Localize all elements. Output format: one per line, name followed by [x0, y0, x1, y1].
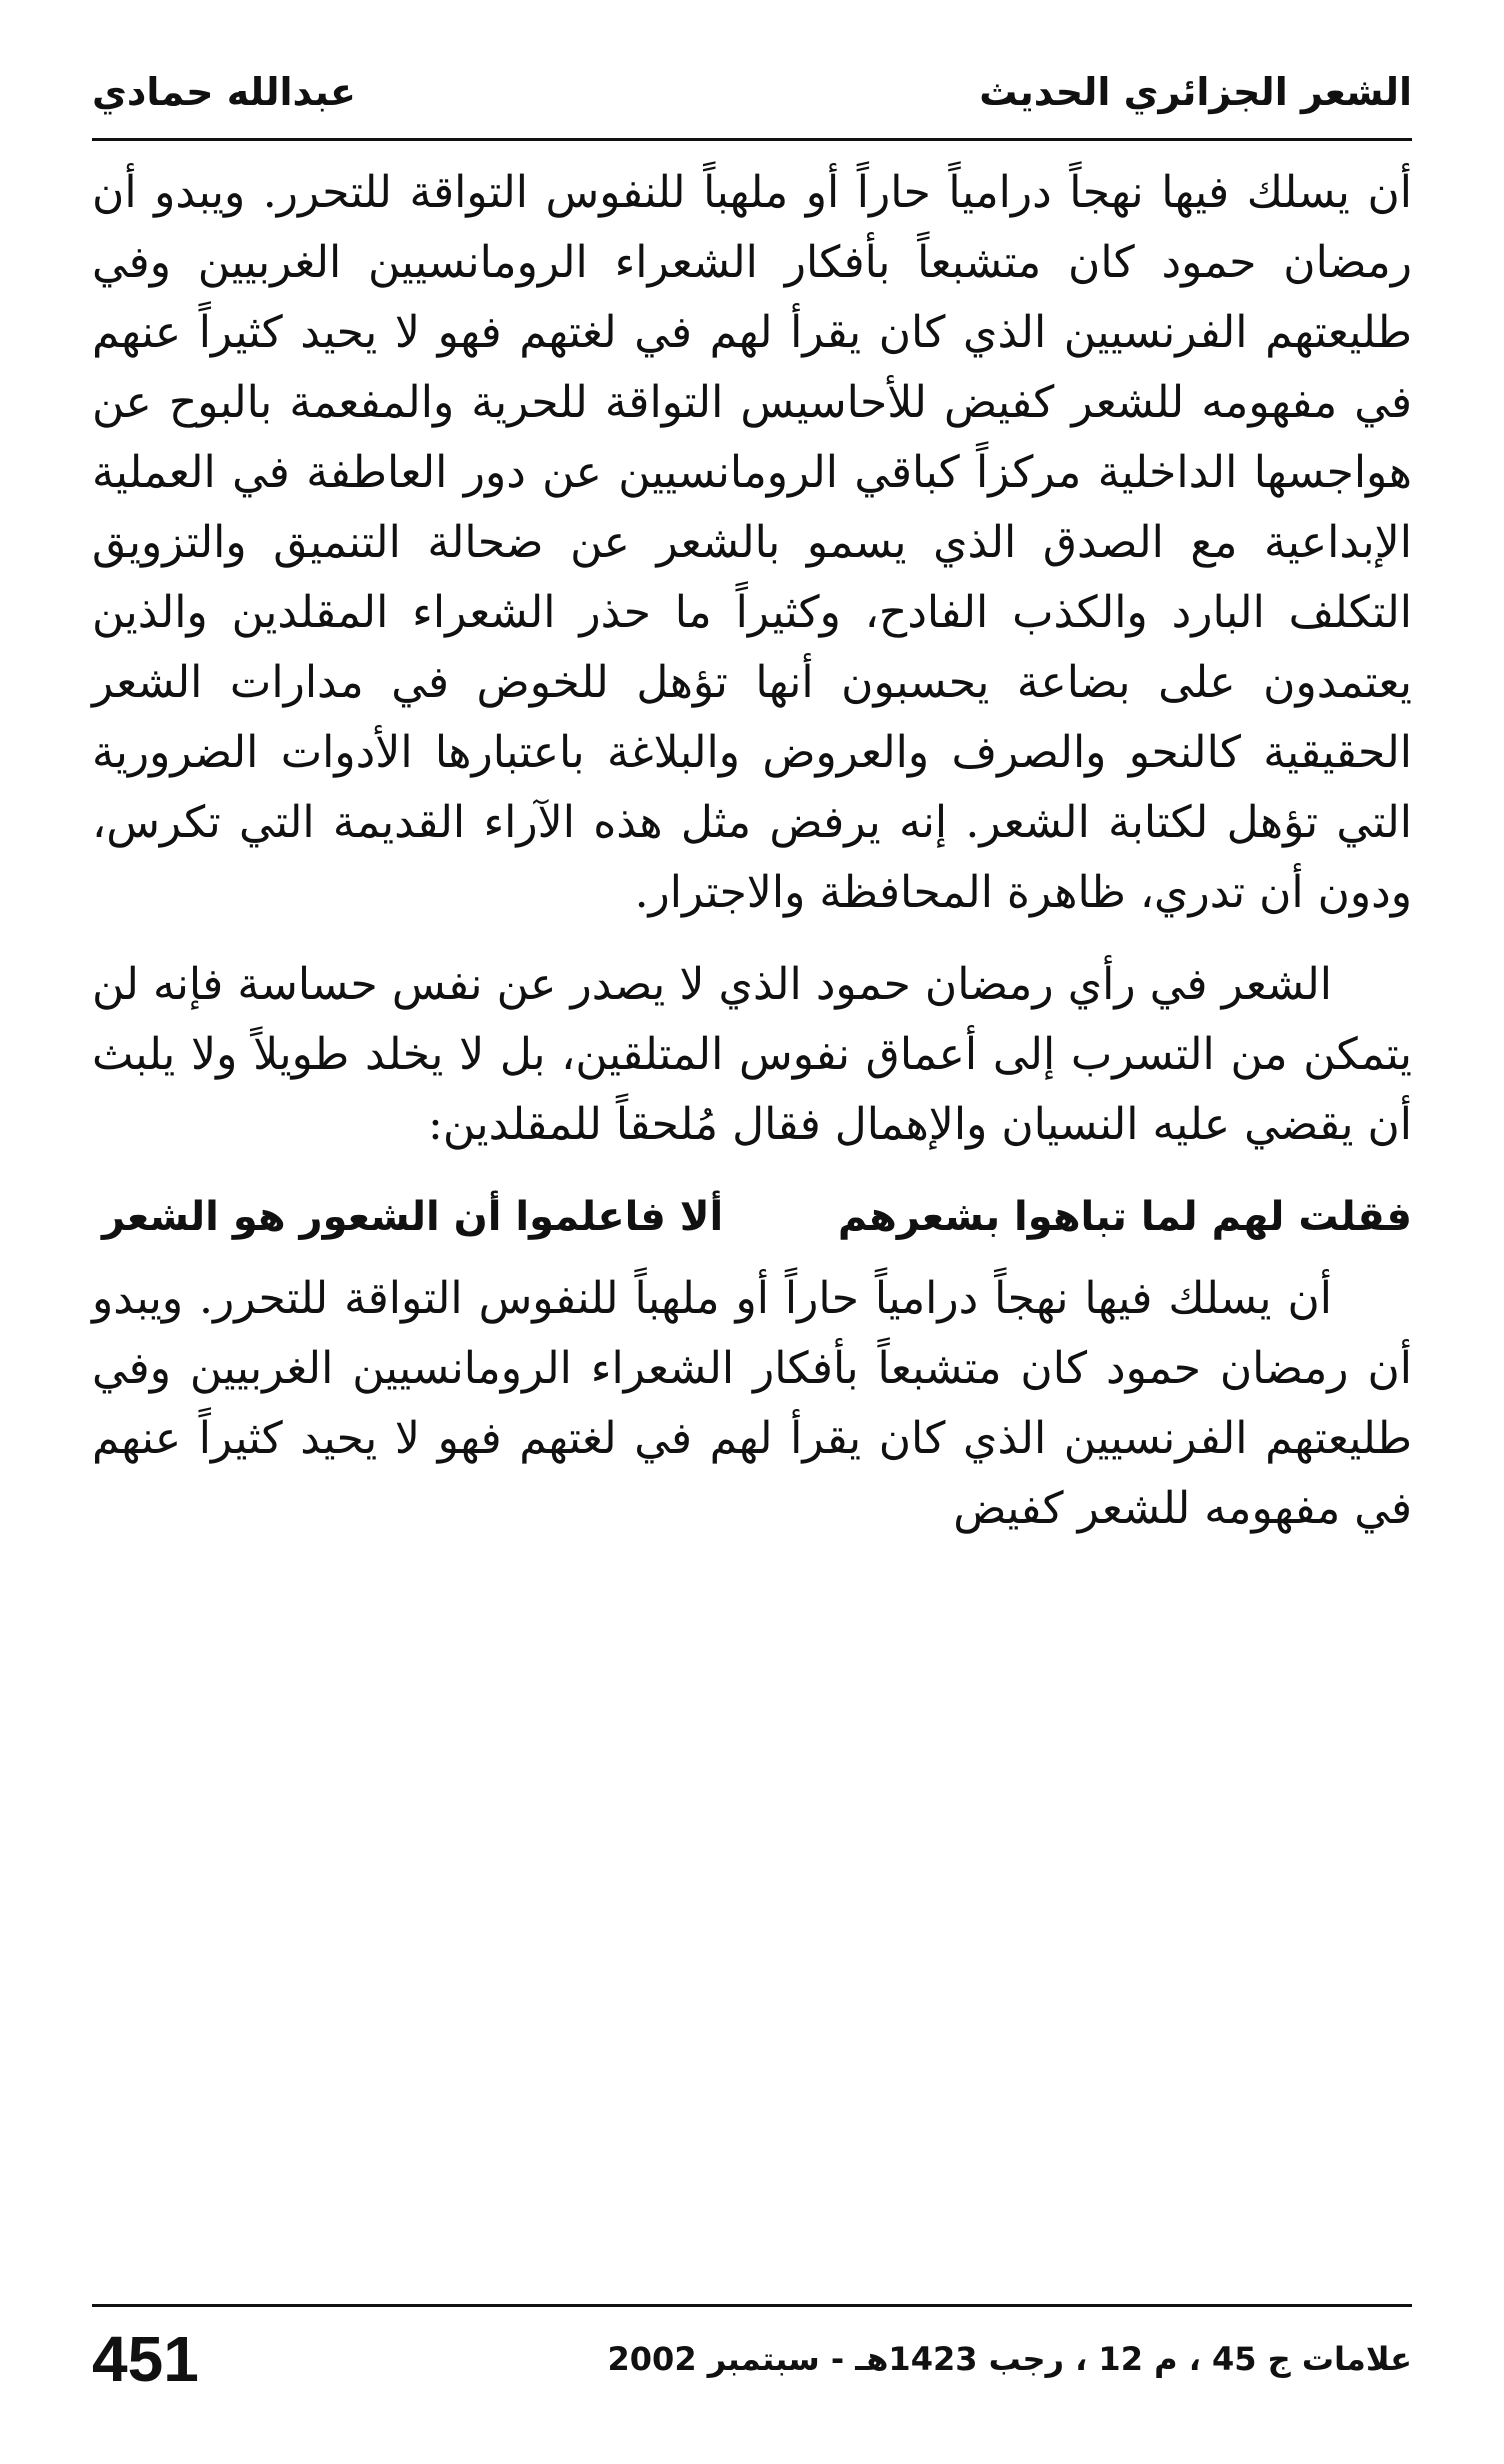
paragraph-2: الشعر في رأي رمضان حمود الذي لا يصدر عن نفس حساسة فإنه لن يتمكن من التسرب إلى أعماق نفوس المتلقين، بل لا يخلد طويلاً ولا يلبث أن يقضي عليه النسيان والإهمال فقال مُلحقاً للمقلدين:: [92, 959, 1412, 1150]
running-head: [92, 52, 1412, 132]
paragraph-1: أن يسلك فيها نهجاً درامياً حاراً أو ملهباً للنفوس التواقة للتحرر. ويبدو أن رمضان حمود كان متشبعاً بأفكار الشعراء الرومانسيين الغربيين وفي طليعتهم الفرنسيين الذي كان يقرأ لهم في لغتهم فهو لا يحيد كثيراً عنهم في مفهومه للشعر كفيض للأحاسيس التواقة للحرية والمفعمة بالبوح عن هواجسها الداخلية مركزاً كباقي الرومانسيين عن دور العاطفة في العملية الإبداعية مع الصدق الذي يسمو بالشعر عن ضحالة التنميق والتزويق التكلف البارد والكذب الفادح، وكثيراً ما حذر الشعراء المقلدين والذين يعتمدون على بضاعة يحسبون أنها تؤهل للخوض في مدارات الشعر الحقيقية كالنحو والصرف والعروض والبلاغة باعتبارها الأدوات الضرورية التي تؤهل لكتابة الشعر. إنه يرفض مثل هذه الآراء القديمة التي تكرس، ودون أن تدري، ظاهرة المحافظة والاجترار.: [92, 167, 1412, 918]
running-head-title: الشعر الجزائري الحديث: [979, 70, 1412, 114]
footer-rule: [92, 2304, 1412, 2307]
verse-second-hemistich: ألا فاعلموا أن الشعور هو الشعر: [102, 1194, 724, 1240]
journal-citation: علامات ج 45 ، م 12 ، رجب 1423هـ - سبتمبر 2002: [607, 2340, 1412, 2378]
article-body: [92, 158, 1412, 1544]
page-number: 451: [92, 2323, 199, 2395]
running-head-author: عبدالله حمادي: [92, 70, 356, 114]
journal-page: [92, 52, 1412, 2412]
page-footer: [92, 2324, 1412, 2394]
header-rule: [92, 138, 1412, 141]
paragraph-3: أن يسلك فيها نهجاً درامياً حاراً أو ملهباً للنفوس التواقة للتحرر. ويبدو أن رمضان حمود كان متشبعاً بأفكار الشعراء الرومانسيين الغربيين وفي طليعتهم الفرنسيين الذي كان يقرأ لهم في لغتهم فهو لا يحيد كثيراً عنهم في مفهومه للشعر كفيض: [92, 1273, 1412, 1534]
poem-verse: [92, 1182, 1412, 1252]
verse-first-hemistich: فقلت لهم لما تباهوا بشعرهم: [837, 1194, 1412, 1240]
